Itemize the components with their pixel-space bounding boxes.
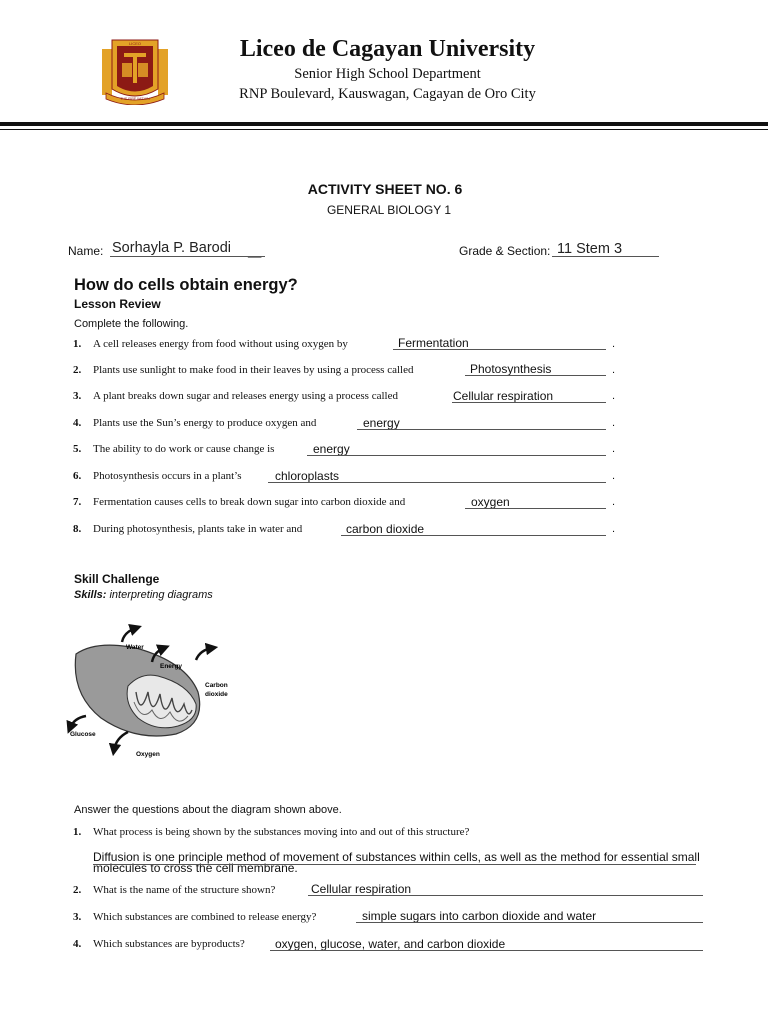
item-text: Plants use sunlight to make food in their leaves by using a process called <box>93 364 414 376</box>
activity-sheet-title: ACTIVITY SHEET NO. 6 <box>307 181 463 197</box>
diagram-label-glucose: Glucose <box>70 731 96 738</box>
item-number: 2. <box>73 364 82 376</box>
answer-field[interactable]: chloroplasts <box>275 469 340 483</box>
question-number: 3. <box>73 911 82 923</box>
department-name: Senior High School Department <box>294 66 481 82</box>
lesson-instruction: Complete the following. <box>74 318 189 330</box>
item-text: A plant breaks down sugar and releases energy using a process called <box>93 390 398 402</box>
skills-value: interpreting diagrams <box>109 589 213 601</box>
answer-field[interactable]: oxygen <box>471 495 510 509</box>
question-text: What process is being shown by the substances moving into and out of this structure? <box>93 826 470 838</box>
item-number: 1. <box>73 338 82 350</box>
item-number: 4. <box>73 417 82 429</box>
answer-field[interactable]: carbon dioxide <box>346 522 425 536</box>
main-question-heading: How do cells obtain energy? <box>74 276 298 294</box>
answer-underline <box>393 349 606 350</box>
grade-section-underline <box>552 256 659 257</box>
item-period: . <box>612 470 616 482</box>
item-period: . <box>612 417 616 429</box>
answer-underline <box>268 482 606 483</box>
name-label: Name: <box>68 244 104 258</box>
item-text: During photosynthesis, plants take in water and <box>93 523 303 535</box>
answer-underline <box>308 895 703 896</box>
name-value: Sorhayla P. Barodi <box>112 240 232 256</box>
item-period: . <box>612 338 616 350</box>
answer-field[interactable]: Diffusion is one principle method of movement of substances within cells, as well as the method for essential small molecules to cross the cell membrane. <box>93 850 700 875</box>
item-period: . <box>612 523 616 535</box>
skills-label: Skills: <box>74 589 107 601</box>
answer-field[interactable]: Photosynthesis <box>470 362 552 376</box>
answer-field[interactable]: energy <box>313 442 350 456</box>
answer-field[interactable]: simple sugars into carbon dioxide and water <box>362 909 597 923</box>
diagram-label-energy: Energy <box>160 663 183 670</box>
answer-field[interactable]: energy <box>363 416 400 430</box>
question-number: 2. <box>73 884 82 896</box>
item-text: Fermentation causes cells to break down sugar into carbon dioxide and <box>93 496 406 508</box>
item-period: . <box>612 443 616 455</box>
answer-underline <box>341 535 606 536</box>
answer-underline <box>357 429 606 430</box>
lesson-review-heading: Lesson Review <box>74 297 161 311</box>
diagram-label-dioxide: dioxide <box>205 691 228 698</box>
answer-underline <box>93 864 696 865</box>
mitochondrion-diagram <box>66 622 236 762</box>
item-number: 8. <box>73 523 82 535</box>
diagram-label-oxygen: Oxygen <box>136 751 160 758</box>
item-number: 7. <box>73 496 82 508</box>
question-text: Which substances are combined to release energy? <box>93 911 317 923</box>
name-underline <box>110 256 265 257</box>
question-text: Which substances are byproducts? <box>93 938 245 950</box>
answer-field[interactable]: oxygen, glucose, water, and carbon dioxide <box>275 937 506 951</box>
answer-underline <box>465 375 606 376</box>
answer-underline <box>307 455 606 456</box>
item-text: A cell releases energy from food without using oxygen by <box>93 338 348 350</box>
subject-title: GENERAL BIOLOGY 1 <box>326 203 452 217</box>
item-number: 5. <box>73 443 82 455</box>
answer-underline <box>465 508 606 509</box>
svg-text:LICEO: LICEO <box>128 41 142 46</box>
item-period: . <box>612 496 616 508</box>
item-number: 3. <box>73 390 82 402</box>
answer-underline <box>270 950 703 951</box>
header-divider-thin <box>0 129 768 130</box>
item-number: 6. <box>73 470 82 482</box>
item-text: The ability to do work or cause change is <box>93 443 275 455</box>
answer-field[interactable]: Cellular respiration <box>311 882 412 896</box>
item-period: . <box>612 364 616 376</box>
skills-line <box>74 589 213 601</box>
university-address: RNP Boulevard, Kauswagan, Cagayan de Oro City <box>239 86 536 102</box>
answer-field[interactable]: Cellular respiration <box>453 389 554 403</box>
answer-field[interactable]: Fermentation <box>398 336 469 350</box>
answer-underline <box>452 402 606 403</box>
item-text: Plants use the Sun’s energy to produce oxygen and <box>93 417 317 429</box>
grade-section-field[interactable]: 11 Stem 3 <box>557 241 623 257</box>
item-period: . <box>612 390 616 402</box>
svg-text:THE FIRE WITHIN: THE FIRE WITHIN <box>120 97 150 101</box>
diagram-label-carbon: Carbon <box>205 682 228 689</box>
university-name: Liceo de Cagayan University <box>239 36 536 62</box>
grade-section-label: Grade & Section: <box>459 244 551 258</box>
diagram-label-water: Water <box>126 644 144 651</box>
question-number: 4. <box>73 938 82 950</box>
name-trailer: __ <box>248 244 262 258</box>
item-text: Photosynthesis occurs in a plant’s <box>93 470 242 482</box>
header-divider-thick <box>0 122 768 126</box>
question-number: 1. <box>73 826 82 838</box>
answer-underline <box>356 922 703 923</box>
questions-instruction: Answer the questions about the diagram shown above. <box>74 804 342 816</box>
skill-challenge-heading: Skill Challenge <box>74 572 160 586</box>
question-text: What is the name of the structure shown? <box>93 884 276 896</box>
